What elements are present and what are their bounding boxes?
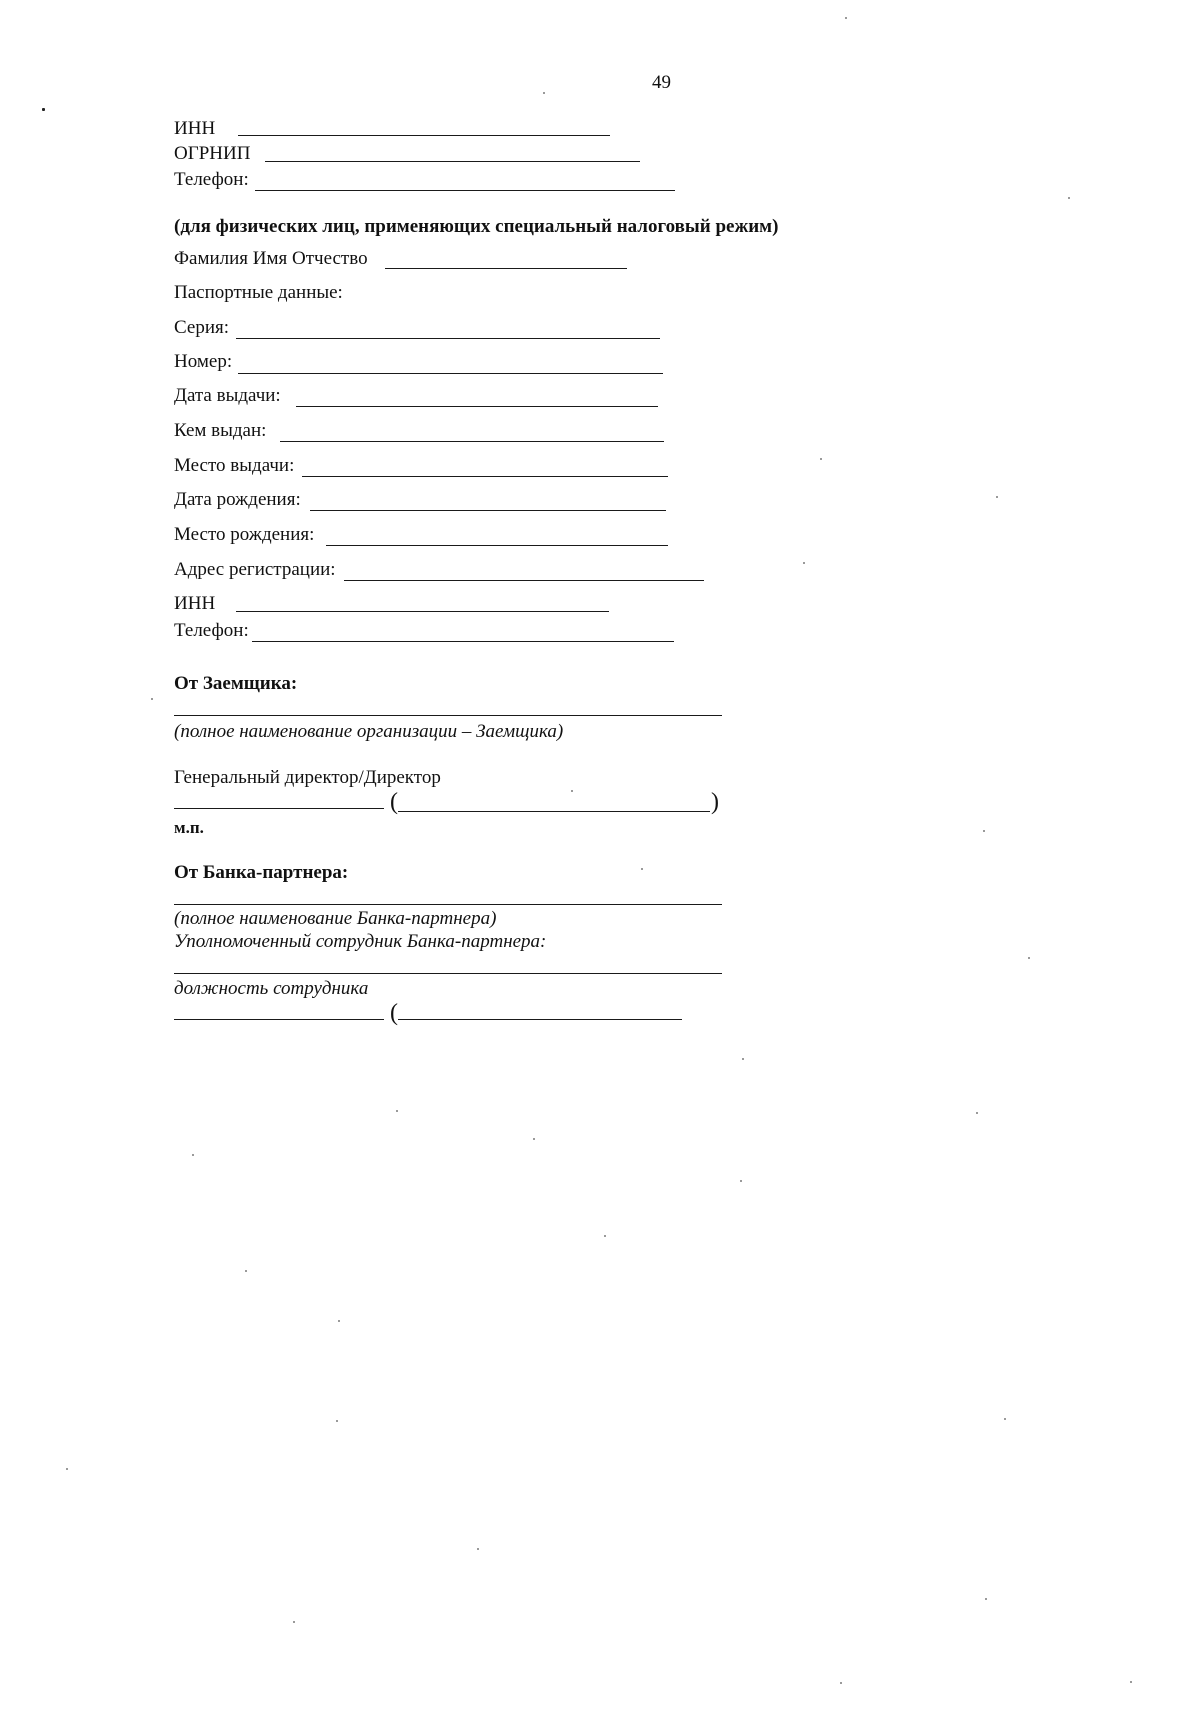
scan-speck bbox=[151, 698, 153, 700]
scan-speck bbox=[293, 1621, 295, 1623]
number-field-line[interactable] bbox=[238, 373, 663, 374]
scan-speck bbox=[477, 1548, 479, 1550]
bank-name-caption: (полное наименование Банка-партнера) bbox=[174, 908, 497, 929]
director-signature-line[interactable] bbox=[174, 808, 384, 809]
scan-speck bbox=[1028, 957, 1030, 959]
scan-speck bbox=[1004, 1418, 1006, 1420]
ogrnip-field-line[interactable] bbox=[265, 161, 640, 162]
open-paren-glyph: ( bbox=[390, 789, 398, 815]
scan-speck bbox=[42, 108, 45, 111]
scan-speck bbox=[571, 790, 573, 792]
bank-name-line[interactable] bbox=[174, 904, 722, 905]
individual-inn-label: ИНН bbox=[174, 593, 216, 614]
birth-place-label: Место рождения: bbox=[174, 524, 315, 545]
scan-speck bbox=[1068, 197, 1070, 199]
number-label: Номер: bbox=[174, 351, 233, 372]
bank-employee-label: Уполномоченный сотрудник Банка-партнера: bbox=[174, 931, 547, 952]
scan-speck bbox=[740, 1180, 742, 1182]
position-caption: должность сотрудника bbox=[174, 978, 369, 999]
inn-field-line[interactable] bbox=[238, 135, 610, 136]
issue-date-field-line[interactable] bbox=[296, 406, 658, 407]
scan-speck bbox=[192, 1154, 194, 1156]
scan-speck bbox=[845, 17, 847, 19]
scan-speck bbox=[245, 1270, 247, 1272]
issued-by-field-line[interactable] bbox=[280, 441, 664, 442]
scan-speck bbox=[533, 1138, 535, 1140]
bank-heading: От Банка-партнера: bbox=[174, 862, 349, 883]
close-paren-glyph: ) bbox=[711, 789, 719, 815]
director-label: Генеральный директор/Директор bbox=[174, 767, 441, 788]
scan-speck bbox=[336, 1420, 338, 1422]
inn-label: ИНН bbox=[174, 118, 216, 139]
scan-speck bbox=[1130, 1681, 1132, 1683]
registration-address-field-line[interactable] bbox=[344, 580, 704, 581]
individual-inn-field-line[interactable] bbox=[236, 611, 609, 612]
scan-speck bbox=[641, 868, 643, 870]
registration-address-label: Адрес регистрации: bbox=[174, 559, 336, 580]
page-number: 49 bbox=[652, 72, 671, 93]
issue-date-label: Дата выдачи: bbox=[174, 385, 281, 406]
borrower-org-name-line[interactable] bbox=[174, 715, 722, 716]
birth-place-field-line[interactable] bbox=[326, 545, 668, 546]
birth-date-label: Дата рождения: bbox=[174, 489, 301, 510]
seal-label: м.п. bbox=[174, 818, 204, 837]
scan-speck bbox=[543, 92, 545, 94]
scan-speck bbox=[985, 1598, 987, 1600]
passport-label: Паспортные данные: bbox=[174, 282, 343, 303]
scan-speck bbox=[604, 1235, 606, 1237]
individual-phone-label: Телефон: bbox=[174, 620, 249, 641]
employee-signature-line[interactable] bbox=[174, 1019, 384, 1020]
director-name-line[interactable] bbox=[398, 811, 710, 812]
scan-speck bbox=[803, 562, 805, 564]
phone-field-line[interactable] bbox=[255, 190, 675, 191]
scan-speck bbox=[66, 1468, 68, 1470]
issue-place-field-line[interactable] bbox=[302, 476, 668, 477]
scan-speck bbox=[396, 1110, 398, 1112]
full-name-field-line[interactable] bbox=[385, 268, 627, 269]
scan-speck bbox=[820, 458, 822, 460]
individual-heading: (для физических лиц, применяющих специальный налоговый режим) bbox=[174, 216, 779, 237]
series-label: Серия: bbox=[174, 317, 230, 338]
ogrnip-label: ОГРНИП bbox=[174, 143, 251, 164]
scan-speck bbox=[976, 1112, 978, 1114]
scan-speck bbox=[742, 1058, 744, 1060]
employee-line[interactable] bbox=[174, 973, 722, 974]
borrower-heading: От Заемщика: bbox=[174, 673, 298, 694]
scan-speck bbox=[996, 496, 998, 498]
scan-speck bbox=[338, 1320, 340, 1322]
open-paren-glyph: ( bbox=[390, 1000, 398, 1026]
full-name-label: Фамилия Имя Отчество bbox=[174, 248, 368, 269]
employee-name-line[interactable] bbox=[398, 1019, 682, 1020]
series-field-line[interactable] bbox=[236, 338, 660, 339]
scan-speck bbox=[840, 1682, 842, 1684]
individual-phone-field-line[interactable] bbox=[252, 641, 674, 642]
scan-speck bbox=[983, 830, 985, 832]
issued-by-label: Кем выдан: bbox=[174, 420, 267, 441]
borrower-org-name-caption: (полное наименование организации – Заемщика) bbox=[174, 721, 564, 742]
issue-place-label: Место выдачи: bbox=[174, 455, 295, 476]
birth-date-field-line[interactable] bbox=[310, 510, 666, 511]
phone-label: Телефон: bbox=[174, 169, 249, 190]
